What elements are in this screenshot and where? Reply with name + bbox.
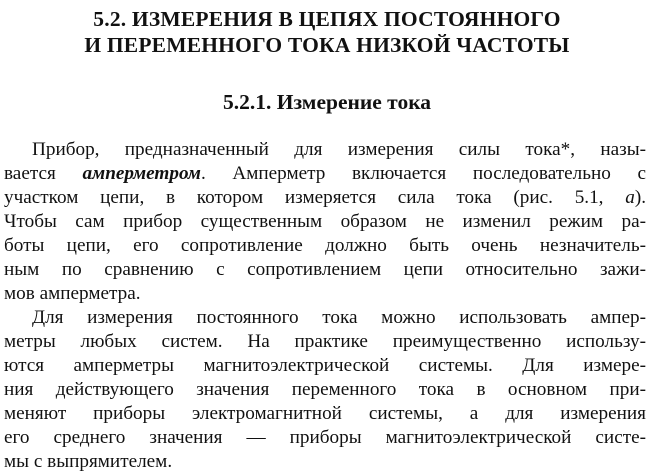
body-text: [4, 138, 646, 474]
paragraph-1-line-3: [4, 186, 646, 210]
section-heading: [0, 6, 654, 58]
text-fragment: вается: [4, 163, 83, 184]
paragraph-1-line-2: [4, 162, 646, 186]
text-fragment: . Амперметр включается последовательно с: [200, 163, 646, 184]
term-ammeter: амперметром: [82, 163, 201, 184]
paragraph-2-line-2: метры любых систем. На практике преимущественно использу-: [4, 331, 646, 352]
paragraph-1-line-1: Прибор, предназначенный для измерения силы тока*, назы-: [32, 139, 646, 160]
paragraph-2-line-7: мы с выпрямителем.: [4, 451, 173, 472]
subsection-heading: 5.2.1. Измерение тока: [222, 90, 432, 114]
paragraph-2-line-4: ния действующего значения переменного тока в основном при-: [4, 379, 646, 400]
paragraph-2-line-1: Для измерения постоянного тока можно использовать ампер-: [32, 307, 646, 328]
paragraph-1-line-7: мов амперметра.: [4, 283, 141, 304]
text-fragment: участком цепи, в котором измеряется сила тока (рис. 5.1,: [4, 187, 626, 208]
section-heading-line-2: И ПЕРЕМЕННОГО ТОКА НИЗКОЙ ЧАСТОТЫ: [84, 33, 570, 57]
paragraph-2-line-3: ются амперметры магнитоэлектрической системы. Для измере-: [4, 355, 646, 376]
paragraph-1-line-6: ным по сравнению с сопротивлением цепи относительно зажи-: [4, 259, 646, 280]
figure-ref-letter: а: [625, 187, 635, 208]
text-fragment: ).: [634, 187, 646, 208]
paragraph-2-line-5: меняют приборы электромагнитной системы, а для измерения: [4, 403, 646, 424]
paragraph-1-line-5: боты цепи, его сопротивление должно быть очень незначитель-: [4, 235, 646, 256]
paragraph-2: [4, 306, 646, 474]
paragraph-1-line-4: Чтобы сам прибор существенным образом не изменил режим ра-: [4, 211, 646, 232]
paragraph-2-line-6: его среднего значения — приборы магнитоэлектрической систе-: [4, 427, 646, 448]
paragraph-1: [4, 138, 646, 306]
section-heading-line-1: 5.2. ИЗМЕРЕНИЯ В ЦЕПЯХ ПОСТОЯННОГО: [93, 7, 561, 31]
